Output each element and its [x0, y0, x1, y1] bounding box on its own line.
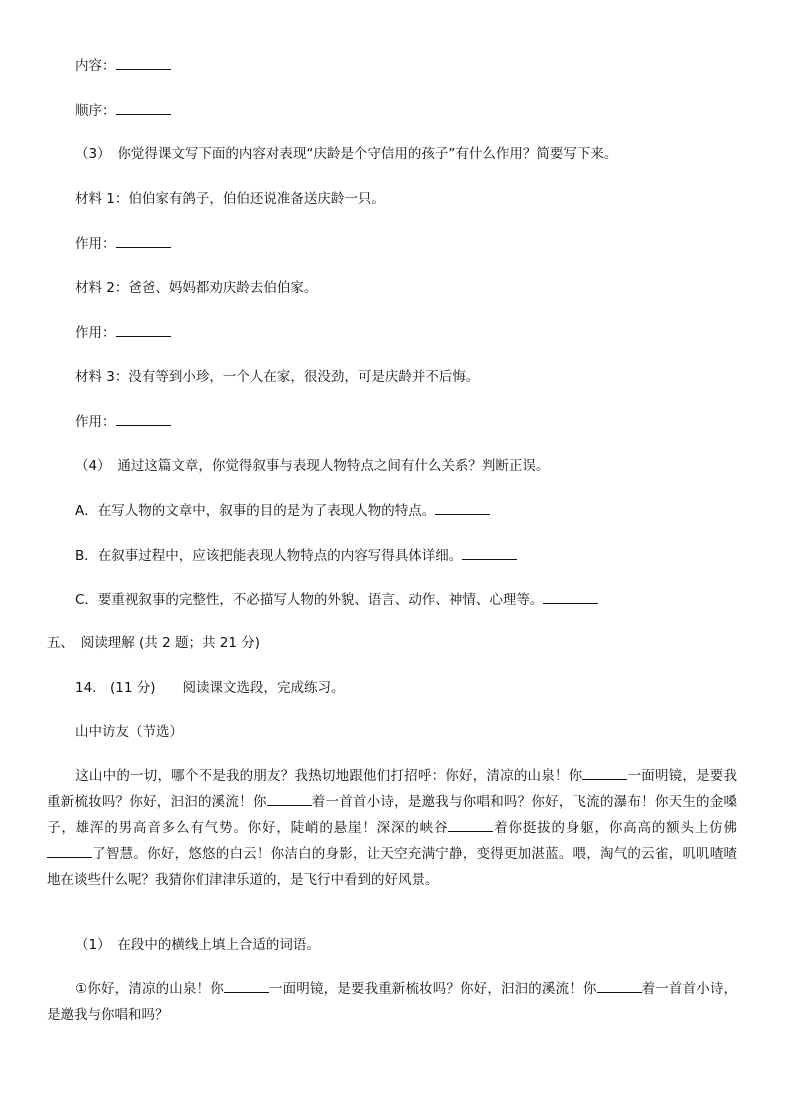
option-c [75, 589, 598, 610]
material-1 [75, 189, 385, 209]
item-1-paragraph [47, 976, 737, 1028]
option-b-blank[interactable] [462, 545, 517, 560]
option-a [75, 500, 490, 521]
content-answer-line [75, 55, 171, 76]
effect-3-blank[interactable] [116, 411, 171, 426]
question-14 [75, 678, 344, 698]
material-3 [75, 367, 479, 387]
option-c-text: C．要重视叙事的完整性，不必描写人物的外貌、语言、动作、神情、心理等。 [75, 592, 544, 608]
passage-part-2: 一面明镜，是要我重新梳妆吗？你好，汩汩的溪流！你 [47, 768, 738, 810]
question-4 [75, 456, 549, 476]
passage-blank-2[interactable] [267, 791, 312, 806]
passage-part-5: 了智慧。你好，悠悠的白云！你洁白的身影，让天空充满宁静，变得更加湛蓝。喂，淘气的云雀，叽叽喳喳地在谈些什么呢？我猜你们津津乐道的，是飞行中看到的好风景。 [47, 846, 737, 888]
passage-part-3: 着一首首小诗，是邀我与你唱和吗？你好，飞流的瀑布！你天生的金嗓子，雄浑的男高音多么有气势。你好，陡峭的悬崖！深深的峡谷 [47, 794, 738, 836]
effect-2-blank[interactable] [116, 322, 171, 337]
option-b-text: B．在叙事过程中，应该把能表现人物特点的内容写得具体详细。 [75, 548, 463, 564]
effect-3-line [75, 411, 171, 432]
effect-1-blank[interactable] [116, 233, 171, 248]
order-blank[interactable] [116, 100, 171, 115]
section-5-heading [47, 633, 260, 653]
passage-blank-4[interactable] [47, 843, 92, 858]
effect-2-line [75, 322, 171, 343]
question-3-text: （3） 你觉得课文写下面的内容对表现“庆龄是个守信用的孩子”有什么作用？简要写下来。 [75, 146, 618, 162]
effect-1-line [75, 233, 171, 254]
passage-part-4: 着你挺拔的身躯，你高高的额头上仿佛 [493, 820, 738, 836]
question-14-text: 14. (11 分) 阅读课文选段，完成练习。 [75, 680, 345, 696]
option-b [75, 545, 517, 566]
passage-blank-1[interactable] [582, 765, 627, 780]
passage-blank-3[interactable] [448, 817, 493, 832]
passage-paragraph [47, 763, 737, 893]
passage-part-1: 这山中的一切，哪个不是我的朋友？我热切地跟他们打招呼：你好，清凉的山泉！你 [75, 768, 583, 784]
material-2 [75, 278, 317, 298]
material-1-text: 材料 1：伯伯家有鸽子，伯伯还说准备送庆龄一只。 [75, 191, 385, 207]
option-a-blank[interactable] [435, 500, 490, 515]
item-1-part-a: ①你好，清凉的山泉！你 [75, 981, 224, 997]
content-blank[interactable] [116, 55, 171, 70]
effect-1-label: 作用： [75, 236, 116, 252]
passage-title-text: 山中访友（节选） [75, 724, 183, 740]
item-1-part-b: 一面明镜，是要我重新梳妆吗？你好，汩汩的溪流！你 [268, 981, 597, 997]
material-2-text: 材料 2：爸爸、妈妈都劝庆龄去伯伯家。 [75, 280, 318, 296]
item-1-part-c: 着一首首小诗，是邀我与你唱和吗？ [47, 981, 738, 1023]
content-label: 内容： [75, 58, 116, 74]
option-a-text: A．在写人物的文章中，叙事的目的是为了表现人物的特点。 [75, 503, 436, 519]
section-5-text: 五、 阅读理解 (共 2 题；共 21 分) [47, 635, 261, 651]
option-c-blank[interactable] [543, 589, 598, 604]
question-3 [75, 144, 617, 164]
material-3-text: 材料 3：没有等到小珍，一个人在家，很没劲，可是庆龄并不后悔。 [75, 369, 480, 385]
passage-title [75, 722, 183, 742]
sub-question-1-text: （1） 在段中的横线上填上合适的词语。 [75, 937, 320, 953]
item-1-blank-2[interactable] [597, 978, 642, 993]
order-answer-line [75, 100, 171, 121]
effect-3-label: 作用： [75, 414, 116, 430]
item-1-blank-1[interactable] [224, 978, 269, 993]
order-label: 顺序： [75, 103, 116, 119]
question-4-text: （4） 通过这篇文章，你觉得叙事与表现人物特点之间有什么关系？判断正误。 [75, 458, 550, 474]
sub-question-1 [75, 935, 320, 955]
effect-2-label: 作用： [75, 325, 116, 341]
